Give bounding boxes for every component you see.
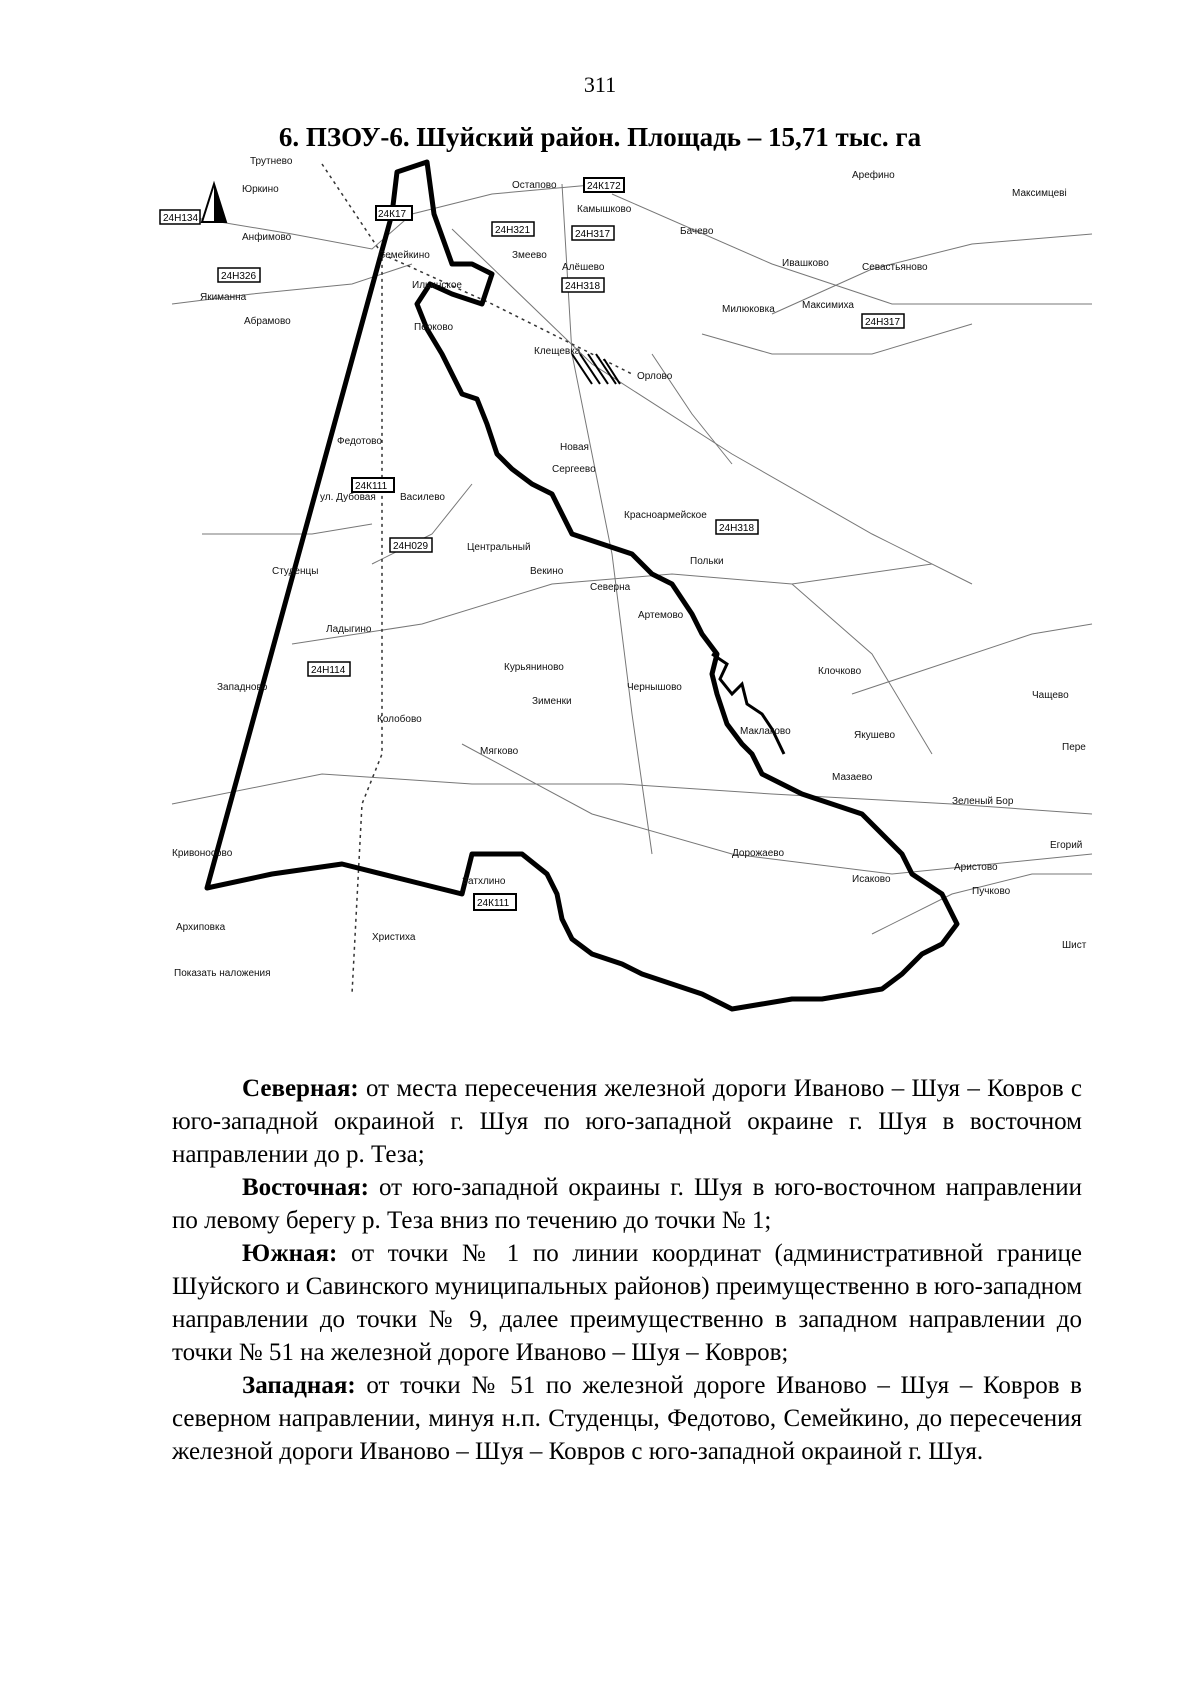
boundary-west	[172, 1369, 1082, 1468]
place-label: Маклаково	[740, 726, 791, 737]
svg-text:24Н321: 24Н321	[495, 225, 531, 236]
place-label: Василево	[400, 492, 445, 503]
place-label: Юркино	[242, 184, 279, 195]
place-label: Клочково	[818, 666, 862, 677]
map-title: 6. ПЗОУ-6. Шуйский район. Площадь – 15,71 тыс. га	[278, 122, 922, 152]
place-label: Севастьяново	[862, 262, 928, 273]
place-label: Змеево	[512, 250, 547, 261]
road-label	[308, 662, 350, 676]
place-label: Аристово	[954, 862, 998, 873]
show-overlay-toggle[interactable]: Показать наложения	[174, 968, 271, 979]
road-label	[218, 268, 260, 282]
svg-text:24К172: 24К172	[587, 181, 621, 192]
map-canvas	[163, 154, 1092, 1072]
place-label: Ивашково	[782, 258, 829, 269]
boundary-heading: Южная:	[242, 1240, 338, 1267]
boundary-east	[172, 1171, 1082, 1237]
place-label: Арефино	[852, 170, 895, 181]
place-label: Клещевка	[534, 346, 581, 357]
road-label	[572, 226, 614, 240]
place-label: Дорожаево	[732, 848, 785, 859]
road-label	[862, 314, 904, 328]
boundary-heading: Восточная:	[242, 1174, 369, 1201]
road-label	[584, 178, 624, 192]
place-label: Якушево	[854, 730, 896, 741]
boundary-heading: Северная:	[242, 1075, 359, 1102]
place-label: Затхлино	[462, 876, 506, 887]
place-label: Семейкино	[378, 250, 430, 261]
place-label: Красноармейское	[624, 510, 707, 521]
place-label: Архиповка	[176, 922, 226, 933]
place-label: Камышково	[577, 204, 632, 215]
place-label: Егорий	[1050, 840, 1083, 851]
road-label	[352, 478, 394, 492]
road-label	[474, 894, 516, 910]
place-label: Колобово	[377, 714, 422, 725]
place-label: Артемово	[638, 610, 684, 621]
boundary-text: от точки № 51 по железной дороге Иваново – Шуя – Ковров в северном направлении, минуя н.п. Студенцы, Федотово, Семейкино, до пересечения железной дороги Иваново – Шуя – Ковров с юго-западной окраиной г. Шуя.	[172, 1372, 1082, 1465]
place-label: Шист	[1062, 940, 1087, 951]
place-label: Западново	[217, 682, 268, 693]
place-label: Новая	[560, 442, 589, 453]
boundary-north	[172, 1072, 1082, 1171]
boundary-text: от места пересечения железной дороги Иваново – Шуя – Ковров с юго-западной окраиной г. Шуя по юго-западной окраине г. Шуя в восточном направлении до р. Теза;	[172, 1075, 1082, 1168]
place-label: Чащево	[1032, 690, 1069, 701]
place-label: Кривоносово	[172, 848, 233, 859]
place-label: Северна	[590, 582, 631, 593]
svg-text:24К111: 24К111	[355, 481, 388, 492]
place-label: Исаково	[852, 874, 891, 885]
svg-text:24К17: 24К17	[378, 209, 407, 220]
place-label: Студенцы	[272, 566, 319, 577]
place-label: Пере	[1062, 742, 1086, 753]
place-label: Пучково	[972, 886, 1011, 897]
place-label: ул. Дубовая	[320, 492, 376, 503]
road-label	[492, 222, 534, 236]
place-label: Ладыгино	[326, 624, 372, 635]
place-label: Бачево	[680, 226, 714, 237]
place-label: Алёшево	[562, 262, 605, 273]
svg-text:24Н318: 24Н318	[719, 523, 755, 534]
place-label: Федотово	[337, 436, 382, 447]
road-label	[390, 538, 432, 552]
road-labels	[160, 178, 904, 910]
place-label: Остапово	[512, 180, 557, 191]
svg-text:24Н326: 24Н326	[221, 271, 257, 282]
place-label: Векино	[530, 566, 564, 577]
boundary-heading: Западная:	[242, 1372, 356, 1399]
place-label: Зеленый Бор	[952, 796, 1014, 807]
road-label	[160, 210, 200, 224]
road-label	[562, 278, 604, 292]
place-label: Центральный	[467, 542, 531, 553]
place-label: Перково	[414, 322, 454, 333]
place-label: Ильинское	[412, 280, 462, 291]
north-arrow-icon	[202, 184, 226, 222]
place-label: Курьяниново	[504, 662, 564, 673]
map-roads	[172, 184, 1092, 934]
place-label: Абрамово	[244, 316, 291, 327]
place-label: Сергеево	[552, 464, 596, 475]
boundary-text: от точки № 1 по линии координат (административной границе Шуйского и Савинского муниципальных районов) преимущественно в юго-западном направлении до точки № 9, далее преимущественно в западном направлении до точки № 51 на железной дороге Иваново – Шуя – Ковров;	[172, 1240, 1083, 1366]
place-label: Христиха	[372, 932, 416, 943]
svg-text:24Н317: 24Н317	[865, 317, 901, 328]
place-label: Чернышово	[627, 682, 682, 693]
svg-text:24Н318: 24Н318	[565, 281, 601, 292]
road-label	[716, 520, 758, 534]
place-label: Якиманна	[200, 292, 247, 303]
boundary-text: от юго-западной окраины г. Шуя в юго-восточном направлении по левому берегу р. Теза вниз по течению до точки № 1;	[172, 1174, 1082, 1234]
svg-text:24Н029: 24Н029	[393, 541, 429, 552]
page-number: 311	[583, 72, 617, 97]
place-label: Максимцеві	[1012, 188, 1067, 199]
place-label: Максимиха	[802, 300, 854, 311]
svg-text:24К111: 24К111	[477, 898, 510, 909]
place-label: Мазаево	[832, 772, 873, 783]
svg-text:24Н114: 24Н114	[311, 665, 346, 676]
hatched-area	[572, 354, 620, 384]
place-label: Зименки	[532, 696, 572, 707]
boundary-south	[172, 1237, 1082, 1369]
place-label: Польки	[690, 556, 724, 567]
place-label: Анфимово	[242, 232, 292, 243]
svg-text:24Н134: 24Н134	[163, 213, 199, 224]
boundary-description	[172, 1072, 1082, 1468]
place-label: Орлово	[637, 371, 673, 382]
place-label: Мягково	[480, 746, 519, 757]
map	[163, 154, 1092, 1072]
place-label: Милюковка	[722, 304, 775, 315]
place-label: Трутнево	[250, 156, 293, 167]
svg-text:24Н317: 24Н317	[575, 229, 611, 240]
road-label	[376, 206, 412, 220]
